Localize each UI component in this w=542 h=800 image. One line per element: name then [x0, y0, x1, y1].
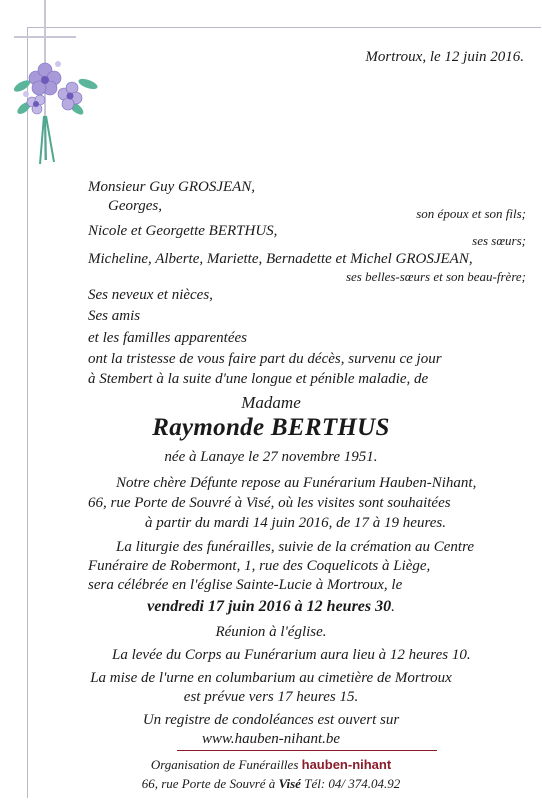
- brand-logo: hauben-nihant: [301, 757, 392, 772]
- footer-address-text: 66, rue Porte de Souvré à: [141, 776, 276, 791]
- announce-line-2: à Stembert à la suite d'une longue et pénible maladie, de: [88, 371, 429, 387]
- footer-rule: [177, 750, 437, 751]
- liturgy-line-1: La liturgie des funérailles, suivie de la crémation au Centre: [116, 539, 475, 555]
- family-line-1: Monsieur Guy GROSJEAN,: [88, 179, 256, 195]
- family-line-4: Micheline, Alberte, Mariette, Bernadette et Michel GROSJEAN,: [88, 251, 473, 267]
- rest-line-1: Notre chère Défunte repose au Funérarium Hauben-Nihant,: [116, 475, 477, 491]
- flower-bouquet-icon: [10, 56, 105, 166]
- footer-address: [0, 775, 542, 793]
- family-relation-3: ses belles-sœurs et son beau-frère;: [345, 269, 526, 284]
- cross-horizontal: [14, 36, 76, 38]
- ceremony-date: [0, 598, 542, 616]
- urn-line-2: est prévue vers 17 heures 15.: [183, 689, 359, 705]
- family-line-6: Ses amis: [88, 308, 141, 324]
- levee-line: La levée du Corps au Funérarium aura lieu à 12 heures 10.: [112, 647, 471, 663]
- ceremony-date-text: vendredi 17 juin 2016 à 12 heures 30: [147, 598, 392, 615]
- rest-line-3: à partir du mardi 14 juin 2016, de 17 à 19 heures.: [145, 515, 446, 531]
- rest-line-2: 66, rue Porte de Souvré à Visé, où les visites sont souhaitées: [88, 495, 451, 511]
- family-relation-2: ses sœurs;: [472, 233, 526, 248]
- footer-phone: Tél: 04/ 374.04.92: [304, 776, 401, 791]
- urn-line-1: La mise de l'urne en columbarium au cimetière de Mortroux: [90, 670, 452, 686]
- deceased-name: Raymonde BERTHUS: [152, 414, 390, 441]
- birth-line: née à Lanaye le 27 novembre 1951.: [164, 449, 378, 465]
- liturgy-line-3: sera célébrée en l'église Sainte-Lucie à Mortroux, le: [88, 577, 403, 593]
- register-website: www.hauben-nihant.be: [201, 731, 341, 747]
- dateline: Mortroux, le 12 juin 2016.: [365, 49, 524, 65]
- family-relation-1: son époux et son fils;: [416, 206, 526, 221]
- deceased-title: Madame: [241, 393, 301, 412]
- register-line-1: Un registre de condoléances est ouvert sur: [142, 712, 400, 728]
- liturgy-line-2: Funéraire de Robermont, 1, rue des Coquelicots à Liège,: [88, 558, 431, 574]
- ceremony-date-end: .: [391, 599, 395, 615]
- announce-line-1: ont la tristesse de vous faire part du décès, survenu ce jour: [88, 351, 442, 367]
- footer-org-text: Organisation de Funérailles: [150, 757, 299, 772]
- family-line-3: Nicole et Georgette BERTHUS,: [88, 223, 278, 239]
- footer-city: Visé: [278, 776, 301, 791]
- meeting-line: Réunion à l'église.: [215, 624, 327, 640]
- footer-organisation: [0, 756, 542, 774]
- family-line-5: Ses neveux et nièces,: [88, 287, 213, 303]
- family-line-7: et les familles apparentées: [88, 330, 247, 346]
- family-line-2: Georges,: [108, 198, 163, 214]
